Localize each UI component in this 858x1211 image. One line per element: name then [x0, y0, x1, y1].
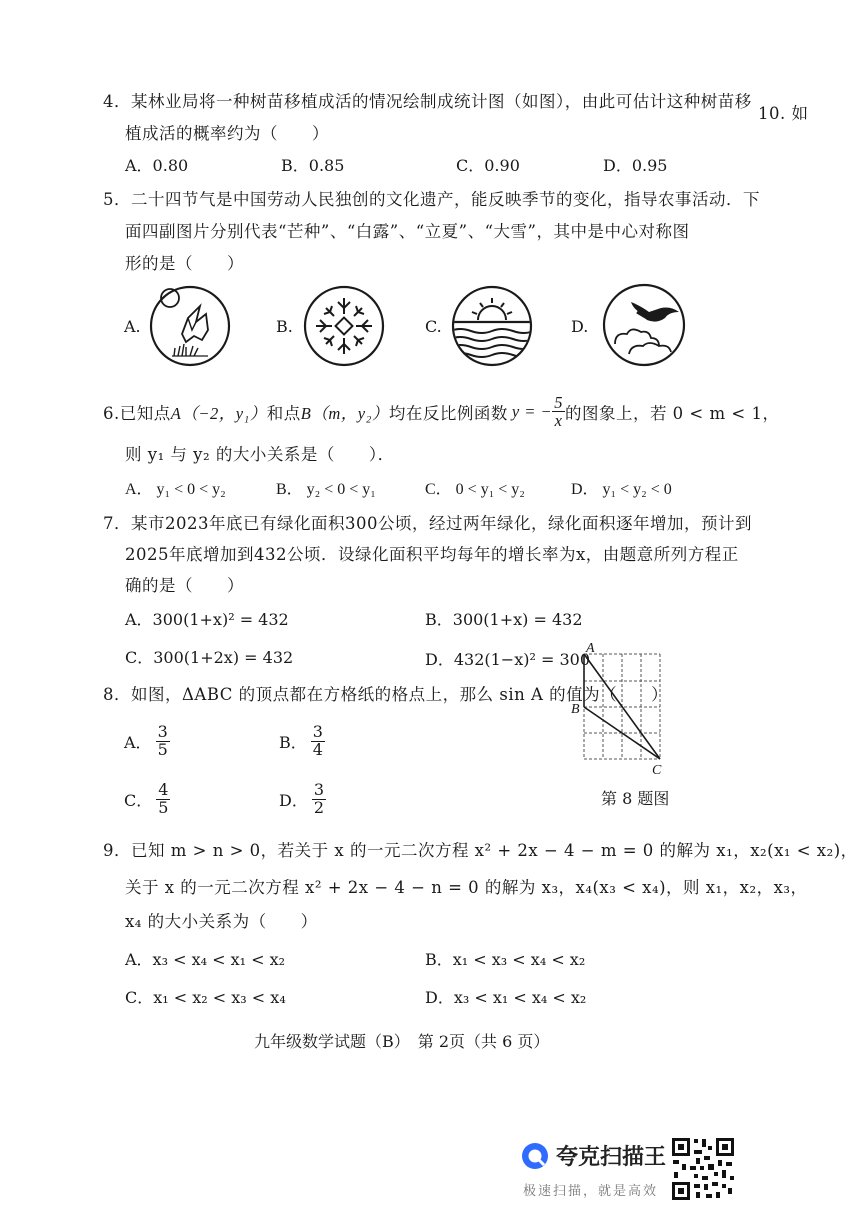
q8-option-a-den: 5 [157, 739, 168, 759]
q7-line3: 确的是（ ） [125, 576, 244, 595]
q5-label-d: D. [571, 317, 589, 336]
q9-line2: 关于 x 的一元二次方程 x² + 2x − 4 − n = 0 的解为 x₃，x₄(x₃ < x₄)，则 x₁，x₂，x₃， [125, 878, 808, 897]
q8-option-d-num: 3 [313, 780, 325, 799]
q8-option-b-fraction [311, 724, 325, 759]
q8-line1: 8．如图，ΔABC 的顶点都在方格纸的格点上，那么 sin A 的值为（ ） [103, 685, 669, 704]
q6-tail: 的图象上，若 0 < m < 1， [564, 403, 780, 423]
q4-option-b: B．0.85 [281, 156, 345, 175]
q6-func-text: 均在反比例函数 [388, 403, 508, 423]
q5-line1: 5．二十四节气是中国劳动人民独创的文化遗产，能反映季节的变化，指导农事活动．下 [103, 190, 760, 209]
next-column-fragment: 10. 如 [758, 104, 809, 123]
q8-option-a [124, 724, 170, 759]
q7-option-d: D．432(1−x)² = 300 [425, 650, 590, 669]
q8-option-c-num: 4 [158, 780, 169, 799]
q6-fraction-denominator: x [554, 411, 563, 431]
q6-line2: 则 y₁ 与 y₂ 的大小关系是（ ）． [125, 445, 395, 464]
q6-option-c: C． 0 < y₁ < y₂ [425, 481, 525, 498]
q6-line1 [103, 394, 779, 430]
q8-grid-figure [566, 640, 676, 780]
q4-option-a: A．0.80 [125, 156, 189, 175]
q7-line1: 7．某市2023年底已有绿化面积300公顷，经过两年绿化，绿化面积逐年增加，预计到 [103, 514, 752, 533]
q9-option-c: C．x₁ < x₂ < x₃ < x₄ [125, 988, 286, 1007]
q4-line1: 4．某林业局将一种树苗移植成活的情况绘制成统计图（如图），由此可估计这种树苗移 [103, 92, 752, 111]
q6-func-lhs: y = − [511, 401, 553, 421]
q5-line2: 面四副图片分别代表“芒种”、“白露”、“立夏”、“大雪”，其中是中心对称图 [125, 222, 690, 241]
scanner-logo-icon [520, 1141, 550, 1171]
q7-option-a: A．300(1+x)² = 432 [125, 610, 289, 629]
q8-vertex-c-label: C [652, 763, 662, 778]
page-footer: 九年级数学试题（B） 第 2页（共 6 页） [254, 1032, 550, 1051]
q9-option-a: A．x₃ < x₄ < x₁ < x₂ [125, 950, 286, 969]
solar-term-lixia-image [450, 284, 534, 368]
q9-line1: 9．已知 m > n > 0，若关于 x 的一元二次方程 x² + 2x − 4 − m = 0 的解为 x₁，x₂(x₁ < x₂)， [103, 841, 858, 860]
q5-label-c: C. [425, 317, 442, 336]
q5-label-a: A. [124, 317, 141, 336]
q6-option-a: A． y₁ < 0 < y₂ [125, 481, 226, 498]
q8-option-d-fraction [312, 782, 326, 817]
q8-option-a-label: A． [124, 732, 152, 752]
q8-option-c [124, 782, 170, 817]
q8-option-d-den: 2 [313, 797, 325, 817]
q6-option-b: B． y₂ < 0 < y₁ [276, 481, 376, 498]
q8-option-b-label: B． [279, 732, 307, 752]
q6-point-b: B（m，y₂） [300, 403, 389, 423]
q6-fraction-numerator: 5 [554, 393, 563, 412]
q6-option-d: D． y₁ < y₂ < 0 [571, 481, 672, 498]
q8-option-d [279, 782, 326, 817]
q8-option-c-den: 5 [158, 797, 169, 817]
q8-option-c-fraction [156, 782, 170, 817]
q9-option-d: D．x₃ < x₁ < x₄ < x₂ [425, 988, 587, 1007]
solar-term-daxue-image [601, 282, 687, 368]
q7-option-c: C．300(1+2x) = 432 [125, 648, 294, 667]
q9-option-b: B．x₁ < x₃ < x₄ < x₂ [425, 950, 586, 969]
q8-option-a-fraction [156, 724, 170, 759]
q6-mid: 和点 [266, 403, 301, 423]
qr-code-image [670, 1136, 736, 1202]
q8-option-a-num: 3 [157, 722, 168, 741]
q8-option-b-den: 4 [312, 739, 323, 759]
q4-option-d: D．0.95 [603, 156, 668, 175]
solar-term-mangzhong-image [148, 284, 232, 368]
q6-prefix: 6.已知点 [103, 403, 171, 423]
q9-line3: x₄ 的大小关系为（ ） [125, 912, 318, 931]
solar-term-bailu-image [302, 284, 386, 368]
q8-vertex-a-label: A [586, 641, 595, 656]
q7-option-b: B．300(1+x) = 432 [425, 610, 583, 629]
q5-label-b: B. [276, 317, 293, 336]
q8-vertex-b-label: B [571, 702, 580, 717]
q5-line3: 形的是（ ） [125, 254, 244, 273]
scanner-app-name: 夸克扫描王 [556, 1145, 667, 1170]
scanner-slogan: 极速扫描，就是高效 [523, 1184, 659, 1199]
q6-fraction [552, 394, 565, 430]
q8-figure-caption: 第 8 题图 [601, 789, 670, 808]
q8-option-c-label: C． [124, 790, 153, 810]
scanner-brand [520, 1140, 666, 1171]
q8-option-b-num: 3 [312, 722, 323, 741]
q4-option-c: C．0.90 [456, 156, 520, 175]
q6-point-a: A（−2，y₁） [170, 403, 267, 423]
q8-option-d-label: D． [279, 790, 308, 810]
q8-option-b [279, 724, 325, 759]
q7-line2: 2025年底增加到432公顷．设绿化面积平均每年的增长率为x，由题意所列方程正 [125, 545, 739, 564]
q4-line2: 植成活的概率约为（ ） [125, 124, 329, 143]
